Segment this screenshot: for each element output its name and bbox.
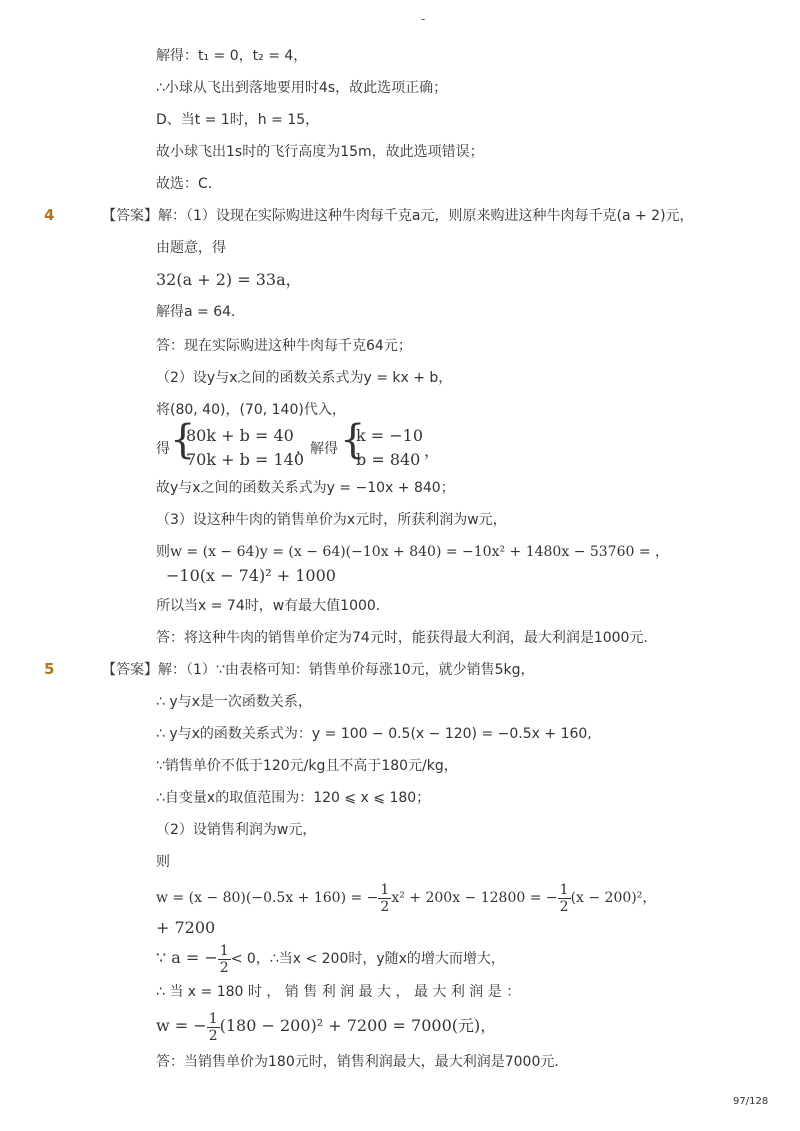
math-line xyxy=(156,938,505,979)
fraction-numerator: 1 xyxy=(559,881,569,898)
text-line: 由题意，得 xyxy=(156,240,226,256)
math-line xyxy=(156,878,656,918)
text-line: ∴ 当 x = 180 时 ， 销 售 利 润 最 大 ， 最 大 利 润 是 ： xyxy=(156,984,521,1000)
system-eq: k = −10 xyxy=(356,426,424,445)
text-line: ∵销售单价不低于120元/kg且不高于180元/kg， xyxy=(156,758,458,774)
system-post: ， xyxy=(424,441,441,460)
fraction-half xyxy=(378,882,391,915)
fraction-half xyxy=(218,943,231,976)
system-eq: b = 840 xyxy=(356,450,421,469)
system-eq: 80k + b = 40 xyxy=(186,426,294,445)
text-line: 所以当x = 74时，w有最大值1000． xyxy=(156,598,390,614)
header-mark: - xyxy=(421,12,426,26)
fraction-half xyxy=(207,1011,220,1044)
text-line: （2）设y与x之间的函数关系式为y = kx + b， xyxy=(156,370,453,386)
math-segment: (180 − 200)² + 7200 = 7000(元)， xyxy=(219,1016,497,1035)
math-line: 则w = (x − 64)y = (x − 64)(−10x + 840) = −10x² + 1480x − 53760 = ， xyxy=(156,544,670,560)
answer-header: 【答案】解：（1）∵由表格可知：销售单价每涨10元，就少销售5kg， xyxy=(102,662,535,678)
math-segment: w = − xyxy=(156,1016,207,1035)
fraction-denominator: 2 xyxy=(559,898,569,915)
fraction-numerator: 1 xyxy=(219,942,229,959)
text-line: ∴ y与x的函数关系式为：y = 100 − 0.5(x − 120) = −0.5x + 160, xyxy=(156,726,592,742)
fraction-numerator: 1 xyxy=(380,881,390,898)
system-prefix: 得 xyxy=(156,441,170,457)
math-line xyxy=(156,1006,496,1047)
text-line: 解得a = 64． xyxy=(156,304,246,320)
math-segment: ∵ a = − xyxy=(156,948,218,967)
text-line: 故选：C． xyxy=(156,176,222,192)
system-mid: ，解得 xyxy=(296,441,338,457)
math-segment: w = (x − 80)(−0.5x + 160) = − xyxy=(156,890,379,906)
math-segment: (x − 200)²， xyxy=(570,890,657,906)
question-number: 4 xyxy=(44,206,55,224)
fraction-denominator: 2 xyxy=(208,1027,218,1044)
left-brace: { xyxy=(170,417,196,463)
question-number: 5 xyxy=(44,660,55,678)
answer-header: 【答案】解：（1）设现在实际购进这种牛肉每千克a元，则原来购进这种牛肉每千克(a + 2)元， xyxy=(102,208,694,224)
text-line: 故小球飞出1s时的飞行高度为15m，故此选项错误； xyxy=(156,144,484,160)
math-line: + 7200 xyxy=(156,918,216,937)
math-segment: x² + 200x − 12800 = − xyxy=(391,890,558,906)
left-brace: { xyxy=(340,417,366,463)
text-line: ∴ y与x是一次函数关系， xyxy=(156,694,312,710)
fraction-denominator: 2 xyxy=(219,959,229,976)
text-line: 答：当销售单价为180元时，销售利润最大，最大利润是7000元． xyxy=(156,1054,569,1070)
text-line: （3）设这种牛肉的销售单价为x元时，所获利润为w元， xyxy=(156,512,507,528)
text-line: 故y与x之间的函数关系式为y = −10x + 840； xyxy=(156,480,455,496)
text-line: （2）设销售利润为w元， xyxy=(156,822,317,838)
fraction-half xyxy=(558,882,571,915)
math-line: 32(a + 2) = 33a， xyxy=(156,270,302,289)
equation-system xyxy=(156,417,456,472)
fraction-denominator: 2 xyxy=(380,898,390,915)
system-eq: 70k + b = 140 xyxy=(186,450,304,469)
text-line: 答：现在实际购进这种牛肉每千克64元； xyxy=(156,338,412,354)
math-segment: < 0，∴当x < 200时，y随x的增大而增大， xyxy=(230,951,505,967)
page-number: 97/128 xyxy=(733,1096,769,1107)
math-line: −10(x − 74)² + 1000 xyxy=(166,566,336,585)
text-line: D、当t = 1时，h = 15， xyxy=(156,112,320,128)
text-line: 答：将这种牛肉的销售单价定为74元时，能获得最大利润，最大利润是1000元． xyxy=(156,630,658,646)
text-line: ∴小球从飞出到落地要用时4s，故此选项正确； xyxy=(156,80,448,96)
text-line: 解得：t₁ = 0，t₂ = 4， xyxy=(156,48,308,64)
text-line: 则 xyxy=(156,854,170,870)
text-line: ∴自变量x的取值范围为：120 ⩽ x ⩽ 180； xyxy=(156,790,431,806)
fraction-numerator: 1 xyxy=(208,1010,218,1027)
text-line: 将(80, 40)，(70, 140)代入， xyxy=(156,402,346,418)
